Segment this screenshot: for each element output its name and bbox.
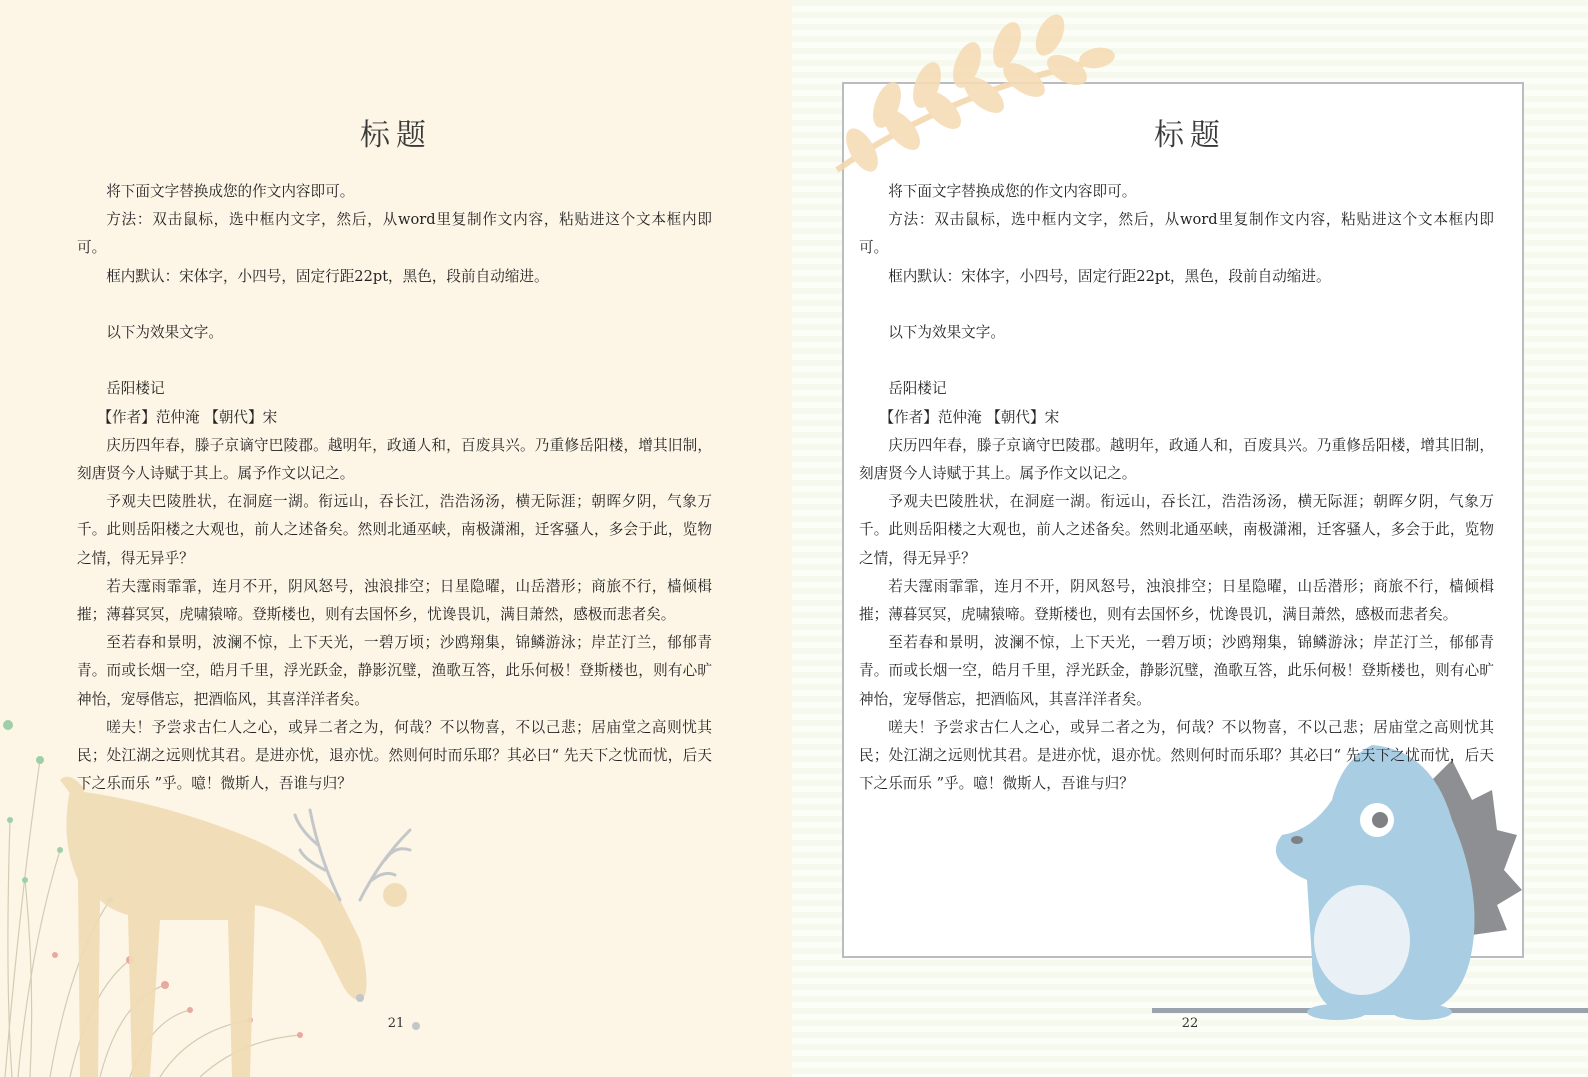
method-line: 方法：双击鼠标，选中框内文字，然后，从word里复制作文内容，粘贴进这个文本框内即可。 xyxy=(77,211,712,257)
effect-label: 以下为效果文字。 xyxy=(888,324,1005,341)
essay-paragraph: 至若春和景明，波澜不惊，上下天光，一碧万顷；沙鸥翔集，锦鳞游泳；岸芷汀兰，郁郁青青。而或长烟一空，皓月千里，浮光跃金，静影沉璧，渔歌互答，此乐何极！登斯楼也，则有心旷神怡，宠辱偕忘，把酒临风，其喜洋洋者矣。 xyxy=(859,634,1494,708)
page-title: 标题 xyxy=(360,118,432,153)
page-title: 标题 xyxy=(1154,118,1226,153)
essay-text-box[interactable] xyxy=(859,178,1494,798)
default-format-line: 框内默认：宋体字，小四号，固定行距22pt，黑色，段前自动缩进。 xyxy=(106,267,549,285)
page-number: 21 xyxy=(387,1016,405,1031)
effect-label: 以下为效果文字。 xyxy=(106,324,223,341)
essay-paragraph: 若夫霪雨霏霏，连月不开，阴风怒号，浊浪排空；日星隐曜，山岳潜形；商旅不行，樯倾楫摧；薄暮冥冥，虎啸猿啼。登斯楼也，则有去国怀乡，忧谗畏讥，满目萧然，感极而悲者矣。 xyxy=(859,577,1494,624)
default-format-line: 框内默认：宋体字，小四号，固定行距22pt，黑色，段前自动缩进。 xyxy=(888,267,1331,285)
page-number: 22 xyxy=(1181,1016,1199,1031)
page-right xyxy=(792,0,1588,1077)
page-left xyxy=(0,0,792,1077)
intro-line: 将下面文字替换成您的作文内容即可。 xyxy=(106,183,355,200)
essay-paragraph: 庆历四年春，滕子京谪守巴陵郡。越明年，政通人和，百废具兴。乃重修岳阳楼，增其旧制，刻唐贤今人诗赋于其上。属予作文以记之。 xyxy=(77,436,712,482)
essay-paragraph: 至若春和景明，波澜不惊，上下天光，一碧万顷；沙鸥翔集，锦鳞游泳；岸芷汀兰，郁郁青青。而或长烟一空，皓月千里，浮光跃金，静影沉璧，渔歌互答，此乐何极！登斯楼也，则有心旷神怡，宠辱偕忘，把酒临风，其喜洋洋者矣。 xyxy=(77,634,712,708)
essay-paragraph: 嗟夫！予尝求古仁人之心，或异二者之为，何哉？不以物喜，不以己悲；居庙堂之高则忧其民；处江湖之远则忧其君。是进亦忧，退亦忧。然则何时而乐耶？其必曰“ 先天下之忧而忧，后天下之乐而乐 ”乎。噫！微斯人，吾谁与归？ xyxy=(77,718,712,793)
essay-paragraph: 若夫霪雨霏霏，连月不开，阴风怒号，浊浪排空；日星隐曜，山岳潜形；商旅不行，樯倾楫摧；薄暮冥冥，虎啸猿啼。登斯楼也，则有去国怀乡，忧谗畏讥，满目萧然，感极而悲者矣。 xyxy=(77,577,712,624)
method-line: 方法：双击鼠标，选中框内文字，然后，从word里复制作文内容，粘贴进这个文本框内即可。 xyxy=(859,211,1494,257)
essay-paragraph: 嗟夫！予尝求古仁人之心，或异二者之为，何哉？不以物喜，不以己悲；居庙堂之高则忧其民；处江湖之远则忧其君。是进亦忧，退亦忧。然则何时而乐耶？其必曰“ 先天下之忧而忧，后天下之乐而乐 ”乎。噫！微斯人，吾谁与归？ xyxy=(859,718,1494,793)
essay-title: 岳阳楼记 xyxy=(888,380,947,398)
essay-paragraph: 予观夫巴陵胜状，在洞庭一湖。衔远山，吞长江，浩浩汤汤，横无际涯；朝晖夕阴，气象万千。此则岳阳楼之大观也，前人之述备矣。然则北通巫峡，南极潇湘，迁客骚人，多会于此，览物之情，得无异乎？ xyxy=(859,493,1494,567)
essay-title: 岳阳楼记 xyxy=(106,380,165,398)
essay-paragraph: 予观夫巴陵胜状，在洞庭一湖。衔远山，吞长江，浩浩汤汤，横无际涯；朝晖夕阴，气象万千。此则岳阳楼之大观也，前人之述备矣。然则北通巫峡，南极潇湘，迁客骚人，多会于此，览物之情，得无异乎？ xyxy=(77,493,712,567)
essay-text-box[interactable] xyxy=(77,178,712,798)
author-line: 【作者】范仲淹 【朝代】宋 xyxy=(879,408,1060,426)
intro-line: 将下面文字替换成您的作文内容即可。 xyxy=(888,183,1137,200)
author-line: 【作者】范仲淹 【朝代】宋 xyxy=(97,408,278,426)
essay-paragraph: 庆历四年春，滕子京谪守巴陵郡。越明年，政通人和，百废具兴。乃重修岳阳楼，增其旧制，刻唐贤今人诗赋于其上。属予作文以记之。 xyxy=(859,436,1494,482)
